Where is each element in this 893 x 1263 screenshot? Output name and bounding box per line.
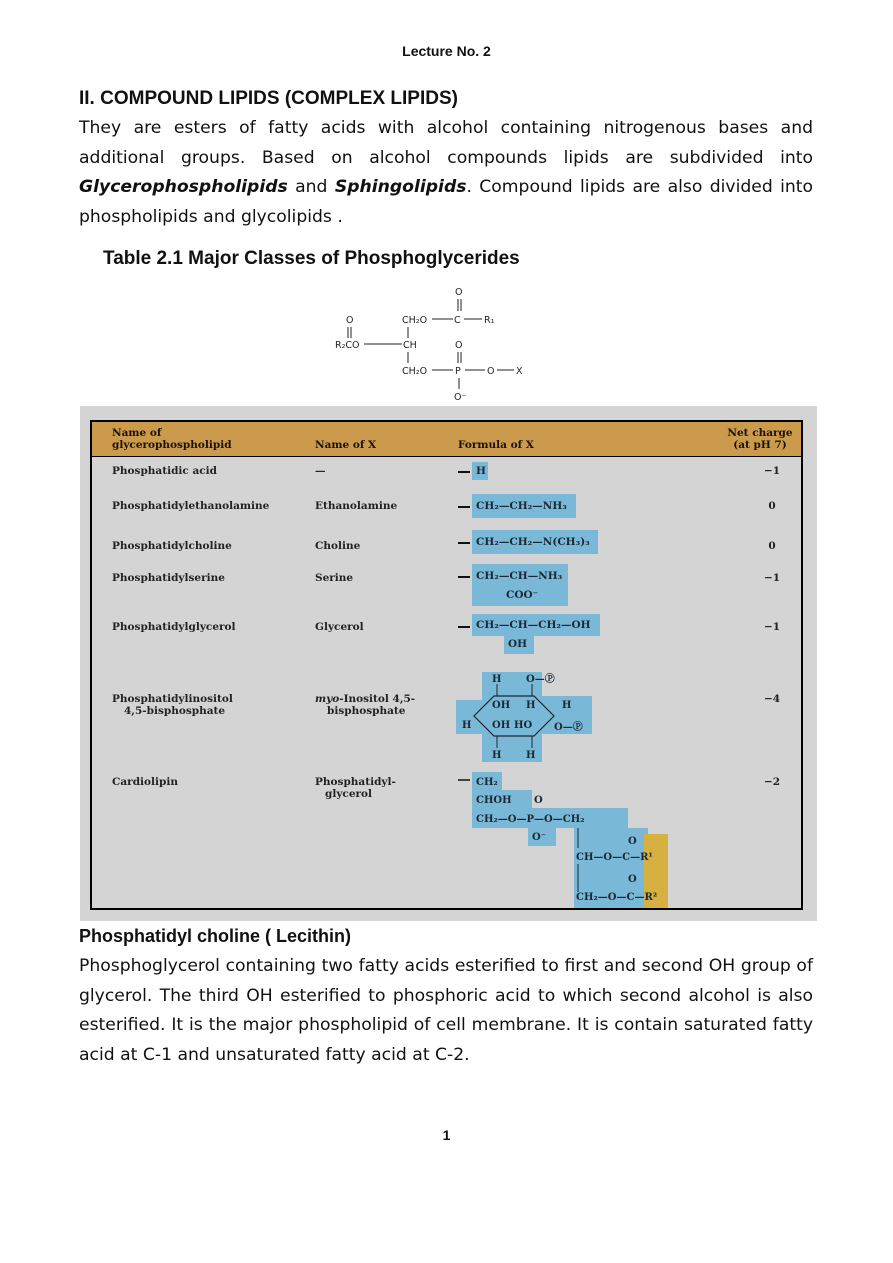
intro-text-start: They are esters of fatty acids with alcohol containing nitrogenous bases and additional groups. Based on alcohol compounds lipids are subdivided into [79, 118, 813, 168]
svg-text:CH—O—C—R¹: CH—O—C—R¹ [576, 852, 653, 863]
struct-ch2o-bottom: CH₂O [402, 366, 428, 377]
struct-r1: R₁ [484, 315, 495, 326]
struct-ch2o-top: CH₂O [402, 315, 428, 326]
charge-cardiolipin: −2 [763, 776, 781, 788]
row-xname-phosphatidylethanolamine: Ethanolamine [315, 500, 398, 512]
struct-o-top: O [455, 287, 463, 298]
svg-text:O—Ⓟ: O—Ⓟ [526, 674, 555, 685]
table-caption: Table 2.1 Major Classes of Phosphoglycerides [103, 248, 520, 269]
row-name-phosphatidylserine: Phosphatidylserine [112, 572, 225, 584]
lecithin-paragraph: Phosphoglycerol containing two fatty acids esterified to first and second OH group of glycerol. The third OH esterified to phosphoric acid to which second alcohol is also esterified. It is the major phospholipid of cell membrane. It is contain saturated fatty acid at C-1 and unsaturated fatty acid at C-2. [79, 956, 813, 1065]
page-number: 1 [442, 1127, 451, 1143]
svg-text:CH₂—O—P—O—CH₂: CH₂—O—P—O—CH₂ [476, 814, 585, 825]
svg-text:O: O [628, 836, 637, 847]
svg-text:OH: OH [492, 700, 511, 711]
header-formula-of-x: Formula of X [458, 439, 534, 451]
header-net-charge: Net charge (at pH 7) [727, 427, 793, 451]
phosphoglycerides-table-panel [80, 406, 817, 921]
row-xname-phosphatidylserine: Serine [315, 572, 354, 584]
svg-text:H: H [562, 700, 572, 711]
row-xname-phosphatidylglycerol-cardiolipin: Phosphatidyl- glycerol [315, 776, 396, 800]
struct-x: X [516, 366, 523, 377]
svg-text:O—Ⓟ: O—Ⓟ [554, 722, 583, 733]
svg-text:CH₂: CH₂ [476, 777, 498, 788]
struct-o-left: O [346, 315, 354, 326]
struct-c-top: C [454, 315, 461, 326]
term-sphingolipids: Sphingolipids [334, 177, 467, 197]
svg-text:H: H [462, 720, 472, 731]
svg-text:O: O [534, 795, 543, 806]
formula-inositol-ring [452, 666, 600, 764]
charge-phosphatidic-acid: −1 [763, 465, 781, 477]
struct-r2co: R₂CO [335, 340, 360, 351]
struct-o-mid: O [455, 340, 463, 351]
row-xname-phosphatidylcholine: Choline [315, 540, 361, 552]
intro-and: and [287, 177, 335, 197]
charge-phosphatidylinositol: −4 [763, 693, 781, 705]
charge-phosphatidylethanolamine: 0 [768, 500, 776, 512]
formula-cardiolipin [456, 772, 676, 912]
header-name-of-glycerophospholipid: Name of glycerophospholipid [112, 427, 232, 451]
charge-phosphatidylglycerol: −1 [763, 621, 781, 633]
svg-text:H: H [526, 700, 536, 711]
svg-text:O: O [628, 874, 637, 885]
svg-text:OH: OH [492, 720, 511, 731]
struct-o-link: O [487, 366, 495, 377]
intro-text-end: . Compound lipids are also divided into phospholipids and glycolipids . [79, 177, 814, 227]
charge-phosphatidylcholine: 0 [768, 540, 776, 552]
svg-text:H: H [526, 750, 536, 761]
glycerophospholipid-structure [330, 283, 550, 405]
row-name-phosphatidylethanolamine: Phosphatidylethanolamine [112, 500, 270, 512]
row-name-phosphatidic-acid: Phosphatidic acid [112, 465, 217, 477]
struct-ch: CH [403, 340, 417, 351]
svg-text:O⁻: O⁻ [532, 832, 546, 843]
table-header-row [92, 422, 801, 457]
struct-o-minus: O⁻ [454, 392, 467, 403]
phosphoglycerides-table: Name of glycerophospholipid Name of X Formula of X Net charge (at pH 7) Phosphatidic acid — H −1 Phosphatidylethanolamine Ethanolamine CH₂—CH₂—NH₃ 0 Phosphatidylcholine Choline CH₂—CH₂—N(CH₃)₃ 0 Phosphatidylserine Serine CH₂—CH—NH₃ COO⁻ −1 Phosphatidylglycerol Glycerol CH₂—CH—CH₂—OH OH −1 Phosphatidylinositol 4,5-bisphosphate myo-Inositol 4,5- bisphosphate H O—Ⓟ OH H H OH HO H O—Ⓟ H H −4 Cardiolipin Phosphatidyl- glycerol CH₂ CHOH O CH₂—O—P—O—CH₂ O⁻ O CH—O—C—R¹ O CH₂—O—C—R² −2 [90, 420, 803, 910]
struct-p: P [455, 366, 461, 377]
intro-paragraph [79, 114, 813, 232]
row-name-phosphatidylcholine: Phosphatidylcholine [112, 540, 232, 552]
charge-phosphatidylserine: −1 [763, 572, 781, 584]
row-xname-phosphatidylglycerol: Glycerol [315, 621, 364, 633]
svg-text:CHOH: CHOH [476, 795, 512, 806]
row-xname-myo-inositol: myo-Inositol 4,5- bisphosphate [315, 693, 416, 717]
svg-text:H: H [492, 750, 502, 761]
svg-text:H: H [492, 674, 502, 685]
row-name-cardiolipin: Cardiolipin [112, 776, 178, 788]
lecture-header: Lecture No. 2 [402, 43, 491, 59]
header-name-of-x: Name of X [315, 439, 377, 451]
svg-text:CH₂—O—C—R²: CH₂—O—C—R² [576, 892, 658, 903]
lecithin-heading: Phosphatidyl choline ( Lecithin) [79, 926, 352, 946]
row-name-phosphatidylinositol: Phosphatidylinositol 4,5-bisphosphate [112, 693, 233, 717]
svg-text:HO: HO [514, 720, 533, 731]
term-glycerophospholipids: Glycerophospholipids [79, 177, 288, 197]
section-heading: II. COMPOUND LIPIDS (COMPLEX LIPIDS) [79, 88, 458, 109]
row-xname-phosphatidic-acid: — [315, 465, 326, 477]
row-name-phosphatidylglycerol: Phosphatidylglycerol [112, 621, 236, 633]
